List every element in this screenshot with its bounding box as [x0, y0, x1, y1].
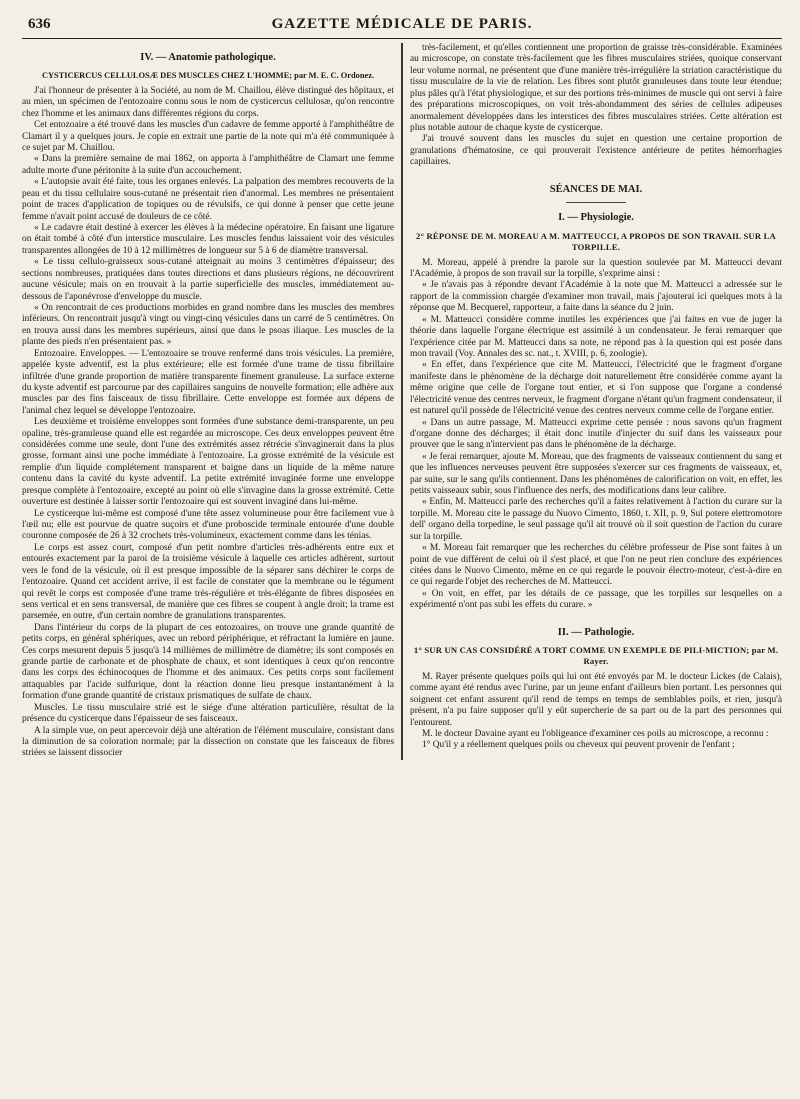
paragraph: Le cysticerque lui-même est composé d'une tête assez volumineuse pour être facilement vue à l'œil nu; elle est pourvue de quatre suçoirs et d'une proboscide terminale entourée d'une double couronne composée de 26 à 32 crochets très-volumineux, exactement comme dans les ténias.	[22, 508, 394, 542]
paragraph: « Dans la première semaine de mai 1862, on apporta à l'amphithéâtre de Clamart une femme adulte morte d'une péritonite à la suite d'un accouchement.	[22, 154, 394, 176]
section-title-physiologie: I. — Physiologie.	[558, 212, 634, 224]
paragraph: A la simple vue, on peut apercevoir déjà une altération de l'élément musculaire, consistant dans la diminution de sa coloration normale; par la dissection on constate que les faisceaux de fibres striées se laissent dissocier	[22, 725, 394, 759]
paragraph: « M. Moreau fait remarquer que les recherches du célèbre professeur de Pise sont faites à un point de vue différent de celui où il s'est placé, et que l'on ne peut rien conclure des expériences citées dans le Nuovo Cimento, même en ce qui regarde le pouvoir électro-moteur, c'est-à-dire en ce qui regarde l'objet des recherches de M. Matteucci.	[410, 543, 782, 588]
paragraph: « On rencontrait de ces productions morbides en grand nombre dans les muscles des membres inférieurs. On rencontrait jusqu'à vingt ou vingt-cinq vésicules dans un carré de 5 centimètres. On en trouva aussi dans les membres supérieurs, ainsi que dans le psoas iliaque. Les muscles de la plante des pieds n'en présentaient pas. »	[22, 302, 394, 348]
section-title-anatomie: IV. — Anatomie pathologique.	[140, 52, 276, 63]
article-title-cysticercus: CYSTICERCUS CELLULOSÆ DES MUSCLES CHEZ L'HOMME; par M. E. C. Ordonez.	[41, 70, 375, 80]
paragraph: « Je ferai remarquer, ajoute M. Moreau, que des fragments de vaisseaux contiennent du sang et que les influences nerveuses peuvent être supposées s'exercer sur ces fragments de vaisseaux, et, par suite, sur le sang qu'ils contiennent. Dans les phénomènes de calorification on voit, en effet, les petits vaisseaux subir, sous l'influence des nerfs, des modifications dans leur calibre.	[410, 451, 782, 497]
paragraph: Cet entozoaire a été trouvé dans les muscles d'un cadavre de femme apporté à l'amphithéâtre de Clamart il y a quelques jours. Je copie en extrait une partie de la note qui m'a été communiquée à ce sujet par M. Chaillou.	[22, 120, 394, 154]
paragraph: M. le docteur Davaine ayant eu l'obligeance d'examiner ces poils au microscope, a reconnu :	[422, 729, 769, 740]
paragraph: « M. Matteucci considère comme inutiles les expériences que j'ai faites en vue de juger la théorie dans laquelle l'organe électrique est assimilé à un condensateur. Je ferai remarquer que l'expérience citée par M. Matteucci dans sa note, ne répond pas à la question qui est posée dans mon travail (Voy. Annales des sc. nat., t. XVIII, p. 6, zoologie).	[410, 314, 782, 359]
paragraph: « Je n'avais pas à répondre devant l'Académie à la note que M. Matteucci a adressée sur le rapport de la commission chargée d'examiner mon travail, mais j'ajouterai ici quelques mots à la réponse que M. Becquerel, rapporteur, a faite dans la séance du 2 juin.	[410, 280, 782, 314]
columns	[22, 43, 782, 760]
paragraph: « Dans un autre passage, M. Matteucci exprime cette pensée : nous savons qu'un fragment d'organe donne des décharges; il était donc inutile d'injecter du suif dans les vaisseaux pour prouver que le sang n'intervient pas dans le phénomène de la décharge.	[410, 417, 782, 451]
paragraph: « Le tissu cellulo-graisseux sous-cutané atteignait au moins 3 centimètres d'épaisseur; des sections nombreuses, pratiquées dans toutes directions et dans plusieurs régions, ne découvrirent aucune vésicule; mais on en trouvait à la partie superficielle des muscles, immédiatement au-dessous de l'aponévrose d'enveloppe du muscle.	[22, 257, 394, 302]
section-title-pathologie: II. — Pathologie.	[557, 626, 635, 638]
page-header	[22, 14, 782, 39]
paragraph: M. Rayer présente quelques poils qui lui ont été envoyés par M. le docteur Lickes (de Calais), comme ayant été rendus avec l'urine, par un jeune enfant d'ailleurs bien portant. Les personnes qui soignent cet enfant assurent qu'il rend de temps en temps de semblables poils, et rien, jusqu'à présent, n'a pu faire supposer qu'il y eût supercherie de sa part ou de la part des personnes qui l'entourent.	[410, 671, 782, 728]
page-number: 636	[28, 16, 51, 32]
paragraph: « En effet, dans l'expérience que cite M. Matteucci, l'électricité que le fragment d'organe manifeste dans le phénomène de la décharge doit naturellement être considérée comme ayant la même origine que celle de l'organe tout entier, et si l'on suppose que l'organe a condensé l'électricité venue des centres nerveux, le fragment d'organe n'étant qu'un fragment condensateur, il est naturel qu'il possède de l'électricité venue des centres nerveux comme celle de l'organe entier.	[410, 360, 782, 417]
paragraph: « Enfin, M. Matteucci parle des recherches qu'il a faites relativement à l'action du curare sur la torpille. M. Moreau cite le passage du Nuovo Cimento, 1860, t. XII, p. 9, Sul potere elettromotore dell' organo della torpedine, le seul passage qu'il ait trouvé où il soit question de l'action du curare sur la torpille.	[410, 497, 782, 542]
journal-title: GAZETTE MÉDICALE DE PARIS.	[271, 16, 533, 32]
paragraph: très-facilement, et qu'elles contiennent une proportion de graisse très-considérable. Examinées au microscope, on constate très-facilement que les fibres musculaires striées, quoique conservant leur volume normal, ne présentent que d'une manière très-irrégulière la striation caractéristique du tissu musculaire de la vie de relation. Les fibres sont plutôt granuleuses dans toute leur étendue; plus pâles qu'à l'état physiologique, et sur des portions très-minimes de muscle qui ont servi à faire des préparations microscopiques, on voit très-abondamment des séries de cellules adipeuses anormalement développées dans les interstices des fibres musculaires striées. Cette altération est plus notable autour de chaque kyste de cysticerque.	[410, 43, 782, 133]
article-title-rayer: 1° SUR UN CAS CONSIDÉRÉ A TORT COMME UN EXEMPLE DE PILI-MICTION; par M. Rayer.	[413, 645, 779, 667]
article-title-moreau: 2° RÉPONSE DE M. MOREAU A M. MATTEUCCI, A PROPOS DE SON TRAVAIL SUR LA TORPILLE.	[416, 231, 776, 252]
paragraph: « L'autopsie avait été faite, tous les organes enlevés. La palpation des membres recouverts de la peau et du tissu cellulaire sous-cutané ne présentait rien d'anormal. Les membres ne présentaient point de traces d'application de topiques ou de révulsifs, ce qui donne à penser que cette jeune femme n'avait point accusé de douleurs de ce côté.	[22, 177, 394, 222]
paragraph: Les deuxième et troisième enveloppes sont formées d'une substance demi-transparente, un peu opaline, très-granuleuse quand elle est regardée au microscope. Ces deux enveloppes peuvent être considérées comme une seule, dont l'une des extrémités assez rétrécie s'invaginerait dans la plus grosse, formant ainsi une poche immédiate à l'entozoaire. La grosse extrémité de la vésicule est remplie d'un liquide complétement transparent et baigne dans un liquide de la même nature contenu dans la cavité du kyste adventif. La petite extrémité invaginée forme une enveloppe presque complète à l'entozoaire, excepté au point où elle s'invagine dans la grosse extrémité. Cette ouverture est destinée à laisser sortir l'entozoaire qui est souvent invaginé dans lui-même.	[22, 417, 394, 508]
paragraph: Entozoaire. Enveloppes. — L'entozoaire se trouve renfermé dans trois vésicules. La première, appelée kyste adventif, est la plus extérieure; elle est formée d'une trame de tissu fibrillaire infiltrée d'une grande proportion de matière transparente finement granuleuse. La surface externe du kyste adventif est parcourue par des capillaires sanguins de nouvelle formation; elle adhère aux muscles par des fins faisceaux de tissu fibrillaire. Cette enveloppe est formée aux dépens de l'animal chez lequel se développe l'entozoaire.	[22, 348, 394, 416]
paragraph: Le corps est assez court, composé d'un petit nombre d'articles très-adhérents entre eux et entourés exactement par la paroi de la troisième vésicule à laquelle ces articles adhèrent, surtout vers le fond de la vésicule, où il est presque impossible de la séparer sans déchirer le corps de l'entozoaire. Quand cet accident arrive, il est facile de constater que la membrane ou le tégument qui revêt le corps est composée d'une trame très-régulière et très-élégante de fibres disposées en sens vertical et en sens transversal, de manière que ces fibres se coupent à angle droit; la trame est parsemée, en outre, d'un certain nombre de granulations transparentes.	[22, 542, 394, 622]
paragraph: « On voit, en effet, par les détails de ce passage, que les torpilles sur lesquelles on a expérimenté n'ont pas subi les effets du curare. »	[410, 588, 782, 611]
paragraph: M. Moreau, appelé à prendre la parole sur la question soulevée par M. Matteucci devant l'Académie, à propos de son travail sur la torpille, s'exprime ainsi :	[410, 257, 782, 280]
paragraph: Muscles. Le tissu musculaire strié est le siége d'une altération particulière, résultat de la présence du cysticerque dans l'épaisseur de ses faisceaux.	[22, 702, 394, 725]
divider	[566, 202, 626, 203]
paragraph: J'ai trouvé souvent dans les muscles du sujet en question une certaine proportion de granulations d'hématosine, ce qui prouverait l'existence antérieure de petites hémorrhagies capillaires.	[410, 134, 782, 168]
left-column	[22, 43, 394, 760]
paragraph: J'ai l'honneur de présenter à la Société, au nom de M. Chaillou, élève distingué des hôpitaux, et au mien, un spécimen de l'entozoaire connu sous le nom de cysticercus cellulosæ, qu'on rencontre chez l'homme et les animaux dans différentes régions du corps.	[22, 85, 394, 119]
right-column	[410, 43, 782, 760]
sessions-title: SÉANCES DE MAI.	[549, 183, 643, 195]
paragraph: Dans l'intérieur du corps de la plupart de ces entozoaires, on trouve une grande quantité de petits corps, en général sphériques, avec un rebord périphérique, et réfractant la lumière en jaune. Ces corps mesurent depuis 5 jusqu'à 14 millièmes de millimètre de diamètre; ils sont composés en grande partie de carbonate et de phosphate de chaux, et sont identiques à ceux qu'on rencontre dans les corps des échinocoques de l'homme et des animaux. Ces petits corps sont facilement attaquables par l'acide sulfurique, dont la réaction donne lieu presque instantanément à la formation d'une grande quantité de cristaux prismatiques de sulfate de chaux.	[22, 622, 394, 702]
paragraph: « Le cadavre était destiné à exercer les élèves à la médecine opératoire. En faisant une ligature on était tombé à côté d'un interstice musculaire. Les muscles fendus laissaient voir des vésicules transparentes allongées de 10 à 12 millimètres de longueur sur 5 à 6 de diamètre transversal.	[22, 223, 394, 256]
paragraph: 1° Qu'il y a réellement quelques poils ou cheveux qui peuvent provenir de l'enfant ;	[422, 740, 735, 751]
column-rule	[401, 43, 403, 760]
